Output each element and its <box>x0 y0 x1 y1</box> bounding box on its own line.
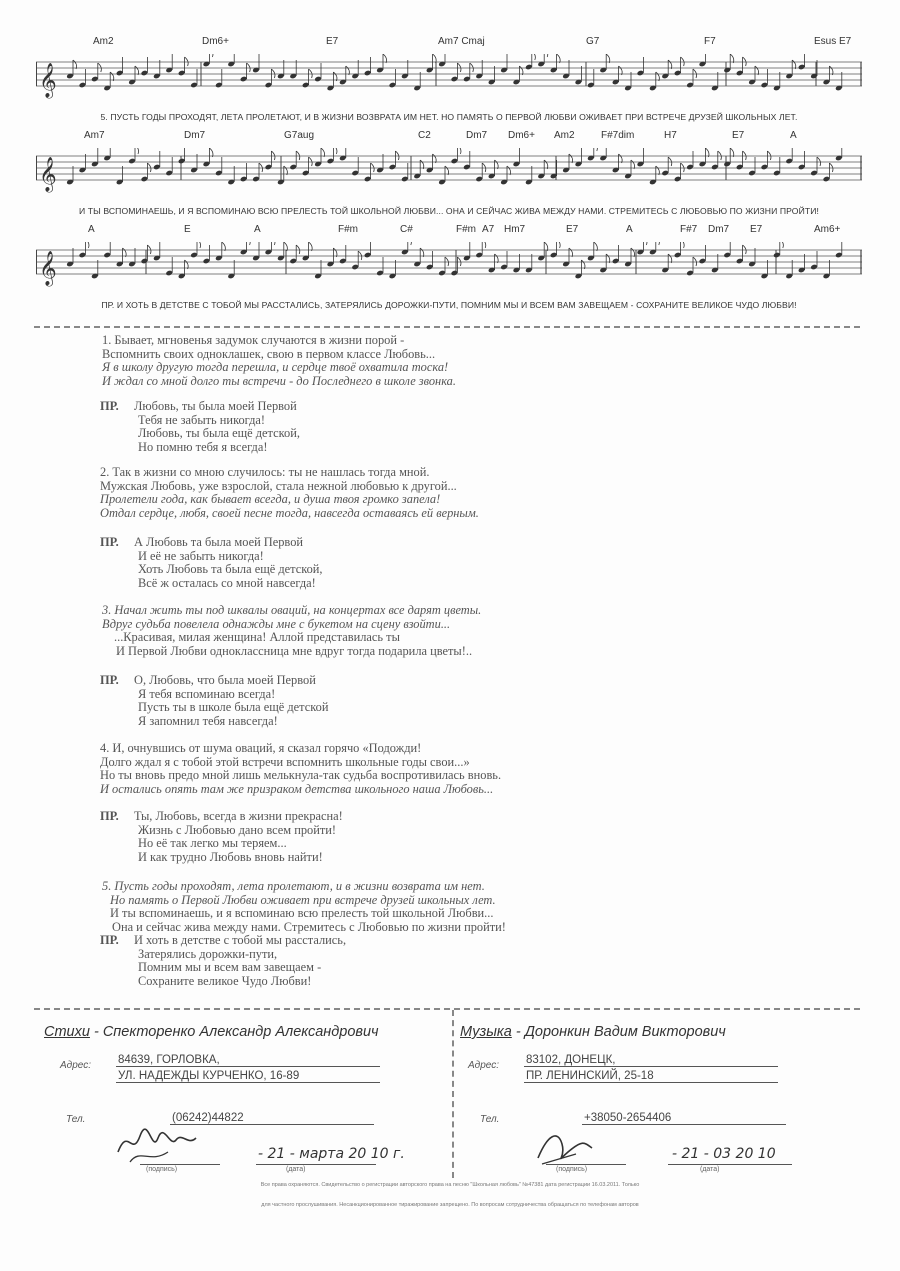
composer-phone: +38050-2654406 <box>582 1112 786 1125</box>
note-flag <box>259 163 263 172</box>
note-flag <box>743 57 747 66</box>
chorus-5 <box>100 934 346 988</box>
verse-line: Она и сейчас жива между нами. Стремитесь с Любовью по жизни пройти! <box>112 919 506 934</box>
music-staff <box>36 148 862 208</box>
chorus-line: Но помню тебя я всегда! <box>138 439 268 454</box>
chorus-line: Ты, Любовь, всегда в жизни прекрасна! <box>134 809 343 823</box>
chord-label: Esus E7 <box>814 36 852 47</box>
verse-4 <box>100 742 501 796</box>
verse-line: 5. Пусть годы проходят, лета пролетают, и в жизни возврата им нет. <box>102 879 485 893</box>
verse-line: 4. И, очнувшись от шума оваций, я сказал горячо «Подожди! <box>100 741 422 755</box>
note-flag <box>482 163 486 172</box>
signature-line <box>546 1164 626 1165</box>
note-flag <box>544 54 548 57</box>
chord-label: F#m <box>456 224 476 235</box>
chorus-label: ПР. <box>100 535 119 549</box>
verse-line: Долго ждал я с тобой этой встречи вспомнить школьные годы свои...» <box>100 754 470 769</box>
note-flag <box>557 242 561 248</box>
chorus-label: ПР. <box>100 673 119 687</box>
chord-label: A7 <box>482 224 495 235</box>
chorus-label: ПР. <box>100 933 119 947</box>
verse-3 <box>102 604 481 658</box>
composer-label: Музыка <box>460 1024 512 1040</box>
chord-label: A <box>790 130 797 141</box>
lyricist-date: - 21 - марта 20 10 г. <box>258 1146 405 1162</box>
music-staff <box>36 242 862 302</box>
note-flag <box>681 57 685 66</box>
verse-line: Вспомнить своих одноклашек, свою в первом классе Любовь... <box>102 346 436 361</box>
chord-label: G7 <box>586 36 600 47</box>
chorus-line: О, Любовь, что была моей Первой <box>134 673 316 687</box>
verse-line: Пролетели года, как бывает всегда, и душа твоя громко запела! <box>100 492 441 507</box>
note-flag <box>681 242 685 248</box>
chord-label: F7 <box>704 36 716 47</box>
treble-clef-icon: 𝄞 <box>39 63 57 98</box>
note-flag <box>643 242 647 245</box>
chorus-line: И как трудно Любовь вновь найти! <box>138 849 323 864</box>
chorus-3 <box>100 674 328 728</box>
chorus-line: Хоть Любовь та была ещё детской, <box>138 562 323 577</box>
note-flag <box>482 242 486 248</box>
lyric-line: ПР. И ХОТЬ В ДЕТСТВЕ С ТОБОЙ МЫ РАССТАЛИСЬ, ЗАТЕРЯЛИСЬ ДОРОЖКИ-ПУТИ, ПОМНИМ МЫ И ВСЕМ ВАМ ЗАВЕЩАЕМ - СОХРАНИТЕ ВЕЛИКОЕ ЧУДО ЛЮБВИ! <box>101 300 797 310</box>
chorus-line: И хоть в детстве с тобой мы расстались, <box>134 933 347 947</box>
verse-1 <box>102 334 456 388</box>
chorus-line: А Любовь та была моей Первой <box>134 535 304 549</box>
note-flag <box>457 257 461 266</box>
lyric-line: 5. ПУСТЬ ГОДЫ ПРОХОДЯТ, ЛЕТА ПРОЛЕТАЮТ, И В ЖИЗНИ ВОЗВРАТА ИМ НЕТ. НО ПАМЯТЬ О ПЕРВОЙ ЛЮБВИ ОЖИВАЕТ ПРИ ВСТРЕЧЕ ДРУЗЕЙ ШКОЛЬНЫХ ЛЕТ. <box>100 112 798 122</box>
lyric-line: И ТЫ ВСПОМИНАЕШЬ, И Я ВСПОМИНАЮ ВСЮ ПРЕЛЕСТЬ ТОЙ ШКОЛЬНОЙ ЛЮБВИ... ОНА И СЕЙЧАС ЖИВА МЕЖДУ НАМИ. СТРЕМИТЕСЬ С ЛЮБОВЬЮ ПО ЖИЗНИ ПРОЙТИ! <box>79 206 819 216</box>
chorus-1 <box>100 400 300 454</box>
address-label: Адрес: <box>468 1060 499 1071</box>
chord-label: F#7dim <box>601 130 635 141</box>
note-flag <box>681 163 685 172</box>
chord-label: C2 <box>418 130 431 141</box>
composer-address-line2: ПР. ЛЕНИНСКИЙ, 25-18 <box>524 1070 778 1083</box>
note-flag <box>209 54 213 57</box>
chorus-2 <box>100 536 323 590</box>
chord-row <box>36 130 862 144</box>
chorus-line: И её не забыть никогда! <box>138 548 264 563</box>
note-flag <box>271 69 275 78</box>
chord-row <box>36 36 862 50</box>
composer-signature <box>528 1124 598 1168</box>
chorus-line: Пусть ты в школе была ещё детской <box>138 700 329 715</box>
dashed-divider <box>34 326 860 328</box>
chord-label: Am7 <box>84 130 105 141</box>
chord-label: E7 <box>750 224 763 235</box>
treble-clef-icon: 𝄞 <box>39 157 57 192</box>
address-label: Адрес: <box>60 1060 91 1071</box>
note-flag <box>247 63 251 72</box>
verse-line: Отдал сердце, любя, своей песне тогда, навсегда оставаясь ей верным. <box>100 505 479 520</box>
music-staff <box>36 54 862 114</box>
verse-line: 1. Бывает, мгновенья задумок случаются в жизни порой - <box>102 333 405 347</box>
chord-row <box>36 224 862 238</box>
chord-label: F#m <box>338 224 358 235</box>
lyricist-label: Стихи <box>44 1024 90 1040</box>
verse-line: Мужская Любовь, уже взрослой, стала нежной любовью к другой... <box>100 478 457 493</box>
date-caption: (дата) <box>700 1166 720 1173</box>
chord-label: Dm7 <box>708 224 730 235</box>
note-flag <box>185 57 189 66</box>
note-flag <box>271 151 275 160</box>
dashed-divider <box>34 1008 860 1010</box>
chorus-line: Я запомнил тебя навсегда! <box>138 713 278 728</box>
note-flag <box>532 54 536 60</box>
note-flag <box>693 257 697 266</box>
verse-2 <box>100 466 479 520</box>
note-flag <box>309 69 313 78</box>
copyright-note: для частного прослушивания. Несанкционированное тиражирование запрещено. По вопросам сотрудничества обращаться по телефонам авторов <box>261 1202 639 1208</box>
note-flag <box>247 242 251 245</box>
verse-line: Я в школу другую тогда перешла, и сердце твоё охватила тоска! <box>102 360 449 375</box>
chorus-label: ПР. <box>100 399 119 413</box>
note-flag <box>767 151 771 160</box>
chord-label: E7 <box>732 130 745 141</box>
note-flag <box>85 242 89 248</box>
chorus-line: Я тебя вспоминаю всегда! <box>138 686 276 701</box>
note-flag <box>296 245 300 254</box>
lyricist-address-line2: УЛ. НАДЕЖДЫ КУРЧЕНКО, 16-89 <box>116 1070 380 1083</box>
signature-caption: (подпись) <box>556 1166 588 1173</box>
note-flag <box>135 148 139 154</box>
note-flag <box>371 163 375 172</box>
note-flag <box>594 148 598 151</box>
chorus-line: Но её так легко мы теряем... <box>138 836 287 851</box>
note-flag <box>408 242 412 245</box>
chord-label: Dm7 <box>466 130 488 141</box>
chorus-line: Жизнь с Любовью дано всем пройти! <box>138 822 337 837</box>
chorus-4 <box>100 810 343 864</box>
chorus-line: Любовь, ты была моей Первой <box>134 399 297 413</box>
chord-label: G7aug <box>284 130 315 141</box>
chord-label: E7 <box>566 224 579 235</box>
note-flag <box>98 63 102 72</box>
verse-line: Вдруг судьба повелела однажды мне с букетом на сцену взойти... <box>102 616 451 631</box>
chord-label: Dm6+ <box>202 36 229 47</box>
lyricist-address-line1: 84639, ГОРЛОВКА, <box>116 1054 380 1067</box>
lyricist-signature <box>110 1118 200 1168</box>
chord-label: Am7 Cmaj <box>438 36 485 47</box>
note-flag <box>333 148 337 154</box>
lyricist-credit <box>44 1024 379 1040</box>
chorus-line: Всё ж осталась со мной навсегда! <box>138 575 316 590</box>
date-caption: (дата) <box>286 1166 306 1173</box>
verse-line: Но ты вновь предо мной лишь мелькнула-так судьба воспротивилась вновь. <box>100 768 502 783</box>
verse-line: 3. Начал жить ты под шквалы оваций, на концертах все дарят цветы. <box>102 603 482 617</box>
date-line <box>256 1164 376 1165</box>
note-flag <box>147 163 151 172</box>
lyricist-phone: (06242)44822 <box>170 1112 374 1125</box>
chorus-line: Сохраните великое Чудо Любви! <box>138 973 312 988</box>
chord-label: Am2 <box>554 130 575 141</box>
chord-label: Hm7 <box>504 224 526 235</box>
verse-line: И ждал со мной долго ты встречи - до Последнего в школе звонка. <box>102 373 456 388</box>
chord-label: F#7 <box>680 224 698 235</box>
verse-line: Но память о Первой Любви оживает при встрече друзей школьных лет. <box>110 892 496 907</box>
chord-label: Dm6+ <box>508 130 535 141</box>
note-flag <box>358 251 362 260</box>
note-flag <box>829 163 833 172</box>
note-flag <box>296 151 300 160</box>
note-flag <box>457 148 461 154</box>
note-flag <box>693 69 697 78</box>
composer-date: - 21 - 03 20 10 <box>672 1146 776 1162</box>
chorus-line: Любовь, ты была ещё детской, <box>138 426 300 441</box>
note-flag <box>470 63 474 72</box>
signature-caption: (подпись) <box>146 1166 178 1173</box>
verse-line: И остались опять там же призраком детства школьного наша Любовь... <box>100 781 494 796</box>
note-flag <box>743 151 747 160</box>
note-flag <box>656 242 660 245</box>
note-flag <box>743 245 747 254</box>
chord-label: A <box>626 224 633 235</box>
note-flag <box>197 242 201 248</box>
verse-line: ...Красивая, милая женщина! Аллой представилась ты <box>114 630 400 645</box>
chord-label: H7 <box>664 130 677 141</box>
treble-clef-icon: 𝄞 <box>39 251 57 286</box>
composer-address-line1: 83102, ДОНЕЦК, <box>524 1054 778 1067</box>
note-flag <box>271 242 275 245</box>
note-flag <box>309 157 313 166</box>
verse-line: 2. Так в жизни со мною случилось: ты не нашлась тогда мной. <box>100 465 430 479</box>
verse-5 <box>102 880 506 934</box>
verse-line: И ты вспоминаешь, и я вспоминаю всю прелесть той школьной Любви... <box>110 906 494 921</box>
copyright-note: Все права охраняются. Свидетельство о регистрации авторского права на песню "Школьная любовь" №47381 дата регистрации 16.03.2011. Только <box>260 1182 640 1188</box>
chorus-line: Затерялись дорожки-пути, <box>138 946 278 961</box>
lyricist-name: - Спекторенко Александр Александрович <box>93 1024 379 1040</box>
chorus-label: ПР. <box>100 809 119 823</box>
verse-line: И Первой Любви одноклассница мне вдруг тогда подарила цветы!.. <box>116 643 473 658</box>
note-flag <box>668 157 672 166</box>
note-flag <box>780 242 784 248</box>
chorus-line: Помним мы и всем вам завещаем - <box>138 960 322 975</box>
chord-label: Dm7 <box>184 130 206 141</box>
composer-name: - Доронкин Вадим Викторович <box>515 1024 726 1040</box>
note-flag <box>817 157 821 166</box>
signature-line <box>140 1164 220 1165</box>
chord-label: A <box>254 224 261 235</box>
note-flag <box>457 63 461 72</box>
phone-label: Тел. <box>66 1114 86 1125</box>
note-flag <box>395 151 399 160</box>
chord-label: Am6+ <box>814 224 841 235</box>
chord-label: C# <box>400 224 413 235</box>
chord-label: Am2 <box>93 36 114 47</box>
phone-label: Тел. <box>480 1114 500 1125</box>
note-flag <box>718 151 722 160</box>
chord-label: A <box>88 224 95 235</box>
note-flag <box>445 257 449 266</box>
composer-credit <box>460 1024 726 1040</box>
note-flag <box>147 245 151 254</box>
chord-label: E <box>184 224 191 235</box>
vertical-divider <box>452 1010 454 1178</box>
chorus-line: Тебя не забыть никогда! <box>138 412 266 427</box>
date-line <box>668 1164 792 1165</box>
chord-label: E7 <box>326 36 339 47</box>
